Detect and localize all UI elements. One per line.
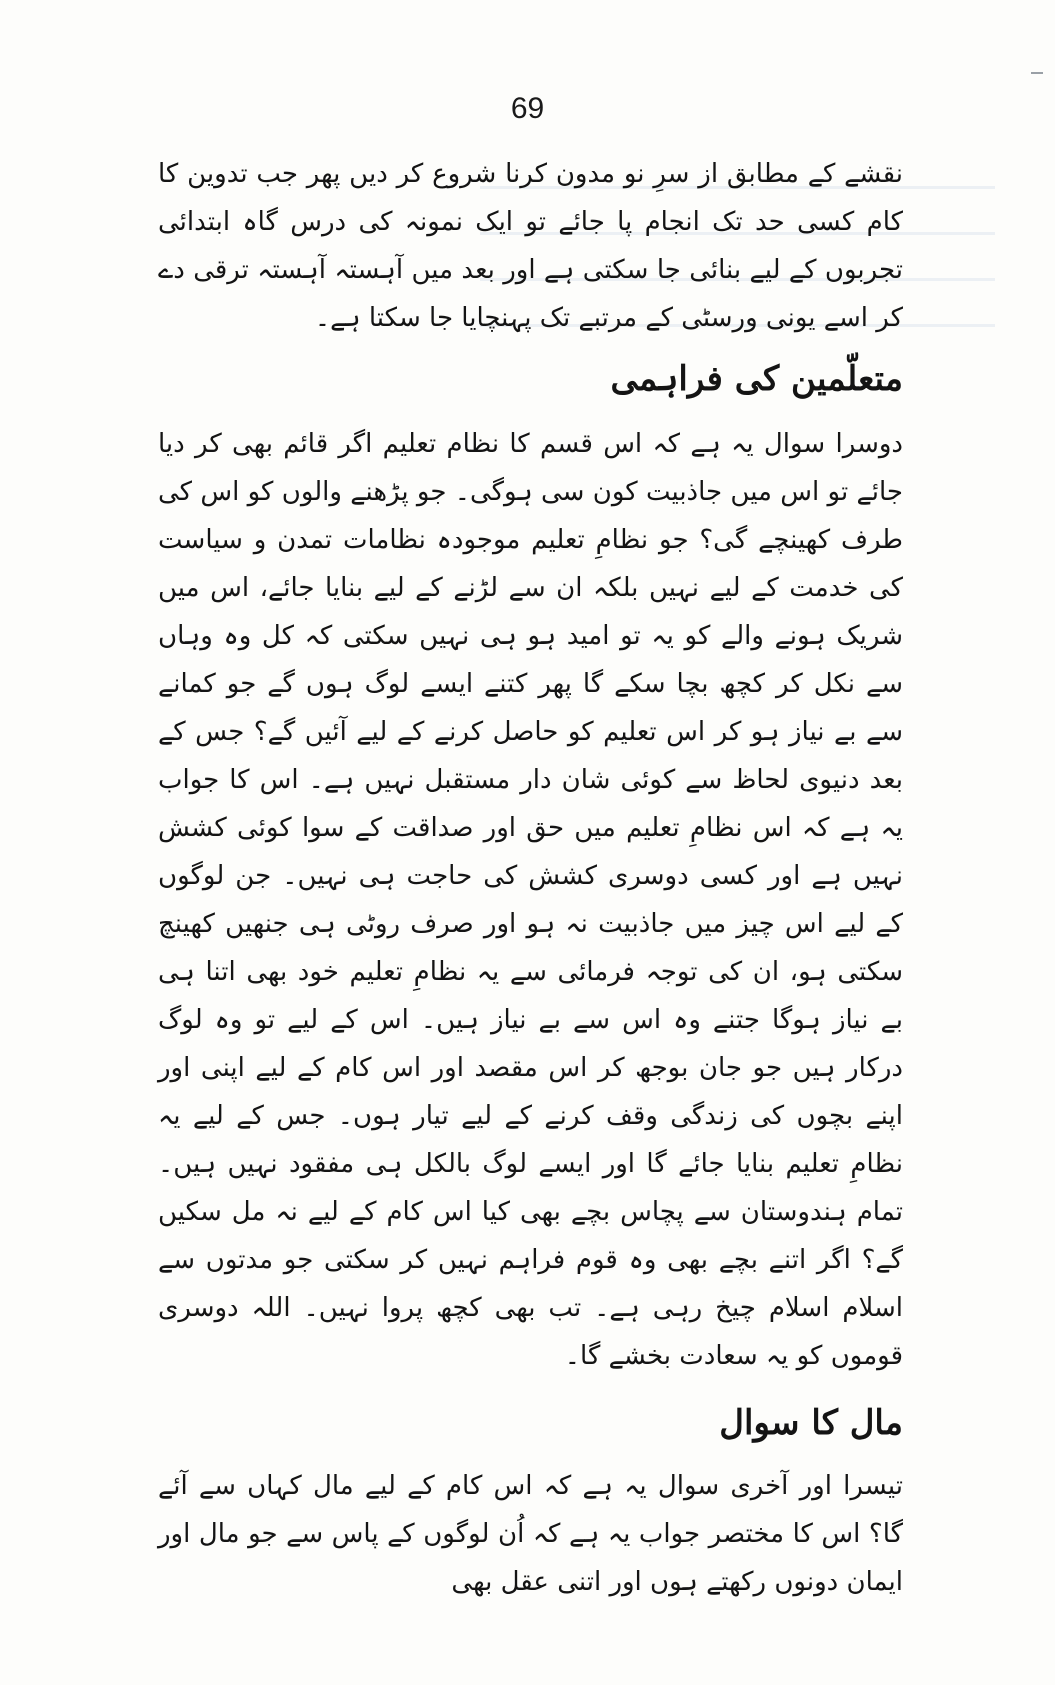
paragraph-funding: تیسرا اور آخری سوال یہ ہے کہ اس کام کے لیے مال کہاں سے آئے گا؟ اس کا مختصر جواب یہ ہے کہ اُن لوگوں کے پاس سے جو مال اور ایمان دونوں رکھتے ہوں اور اتنی عقل بھی: [158, 1471, 903, 1597]
section-heading-funding: مال کا سوال: [719, 1403, 903, 1443]
page-number: 69: [510, 92, 545, 125]
scan-mark: [1031, 72, 1043, 74]
paragraph-intro-continuation: نقشے کے مطابق از سرِ نو مدون کرنا شروع کر دیں پھر جب تدوین کا کام کسی حد تک انجام پا جائے تو ایک نمونہ کی درس گاہ ابتدائی تجربوں کے لیے بنائی جا سکتی ہے اور بعد میں آہستہ آہستہ ترقی دے کر اسے یونی ورسٹی کے مرتبے تک پہنچایا جا سکتا ہے۔: [158, 159, 903, 333]
section-heading-students: متعلّمین کی فراہمی: [610, 359, 903, 399]
paragraph-students: دوسرا سوال یہ ہے کہ اس قسم کا نظام تعلیم اگر قائم بھی کر دیا جائے تو اس میں جاذبیت کون سی ہوگی۔ جو پڑھنے والوں کو اس کی طرف کھینچے گی؟ جو نظامِ تعلیم موجودہ نظامات تمدن و سیاست کی خدمت کے لیے نہیں بلکہ ان سے لڑنے کے لیے بنایا جائے، اس میں شریک ہونے والے کو یہ تو امید ہو ہی نہیں سکتی کہ کل وہ وہاں سے نکل کر کچھ بچا سکے گا پھر کتنے ایسے لوگ ہوں گے جو کمانے سے بے نیاز ہو کر اس تعلیم کو حاصل کرنے کے لیے آئیں گے؟ جس کے بعد دنیوی لحاظ سے کوئی شان دار مستقبل نہیں ہے۔ اس کا جواب یہ ہے کہ اس نظامِ تعلیم میں حق اور صداقت کے سوا کوئی کشش نہیں ہے اور کسی دوسری کشش کی حاجت ہی نہیں۔ جن لوگوں کے لیے اس چیز میں جاذبیت نہ ہو اور صرف روٹی ہی جنھیں کھینچ سکتی ہو، ان کی توجہ فرمائی سے یہ نظامِ تعلیم خود بھی اتنا ہی بے نیاز ہوگا جتنے وہ اس سے بے نیاز ہیں۔ اس کے لیے تو وہ لوگ درکار ہیں جو جان بوجھ کر اس مقصد اور اس کام کے لیے اپنی اور اپنے بچوں کی زندگی وقف کرنے کے لیے تیار ہوں۔ جس کے لیے یہ نظامِ تعلیم بنایا جائے گا اور ایسے لوگ بالکل ہی مفقود نہیں ہیں۔ تمام ہندوستان سے پچاس بچے بھی کیا اس کام کے لیے نہ مل سکیں گے؟ اگر اتنے بچے بھی وہ قوم فراہم نہیں کر سکتی جو مدتوں سے اسلام اسلام چیخ رہی ہے۔ تب بھی کچھ پروا نہیں۔ اللہ دوسری قوموں کو یہ سعادت بخشے گا۔: [158, 429, 903, 1371]
page-content: [158, 150, 903, 1606]
